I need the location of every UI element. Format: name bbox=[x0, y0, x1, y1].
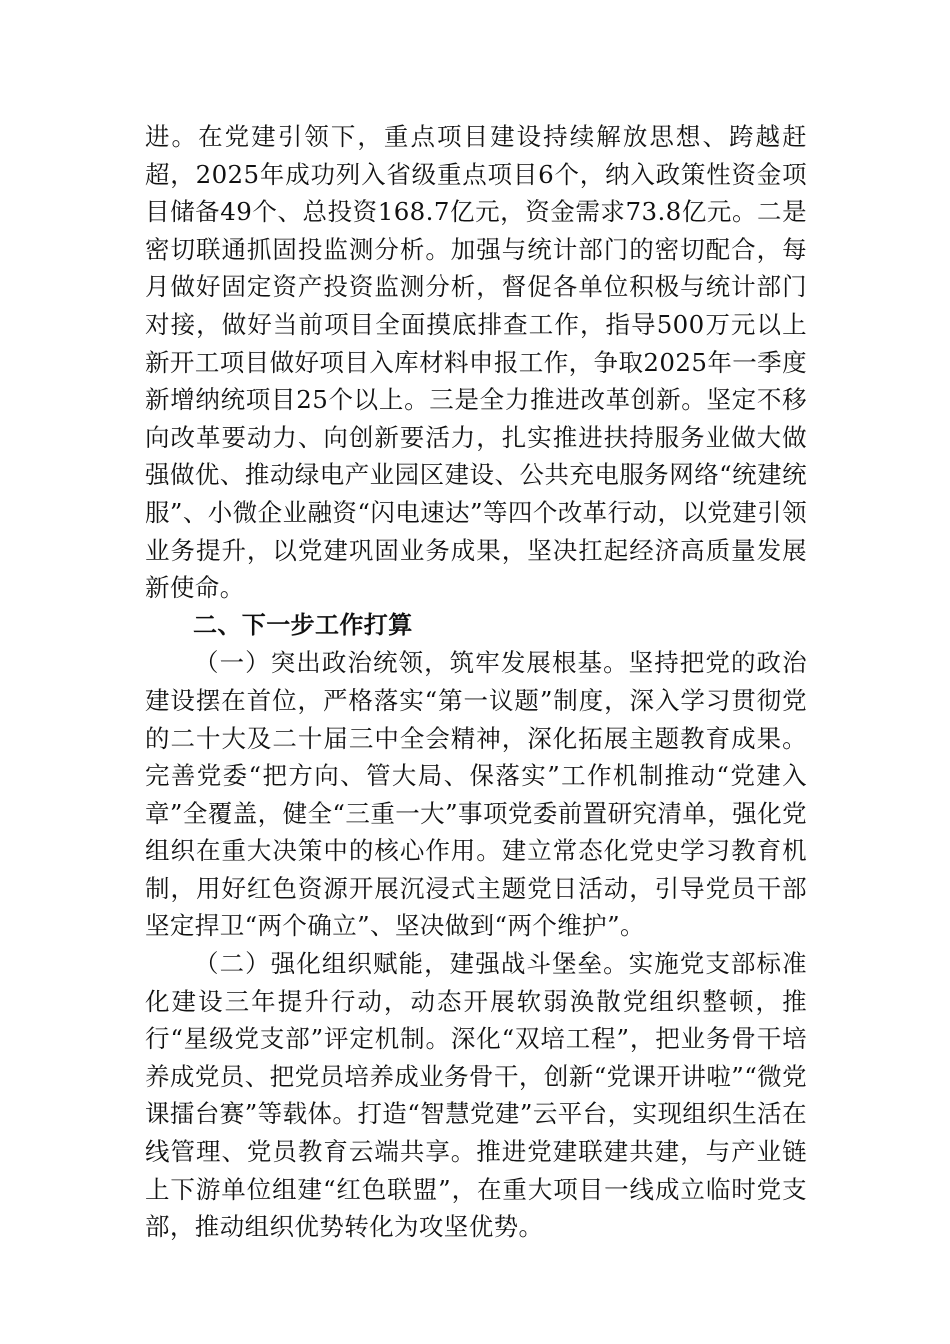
item-2-paragraph bbox=[145, 945, 807, 1246]
document-body bbox=[145, 118, 807, 1246]
item-1-body: 坚持把党的政治建设摆在首位，严格落实“第一议题”制度，深入学习贯彻党的二十大及二十届三中全会精神，深化拓展主题教育成果。完善党委“把方向、管大局、保落实”工作机制推动“党建入章”全覆盖，健全“三重一大”事项党委前置研究清单，强化党组织在重大决策中的核心作用。建立常态化党史学习教育机制，用好红色资源开展沉浸式主题党日活动，引导党员干部坚定捍卫“两个确立”、坚决做到“两个维护”。 bbox=[145, 648, 807, 941]
section-heading: 二、下一步工作打算 bbox=[193, 610, 413, 639]
paragraph-continued: 进。在党建引领下，重点项目建设持续解放思想、跨越赶超，2025年成功列入省级重点项目6个，纳入政策性资金项目储备49个、总投资168.7亿元，资金需求73.8亿元。二是密切联通抓固投监测分析。加强与统计部门的密切配合，每月做好固定资产投资监测分析，督促各单位积极与统计部门对接，做好当前项目全面摸底排查工作，指导500万元以上新开工项目做好项目入库材料申报工作，争取2025年一季度新增纳统项目25个以上。三是全力推进改革创新。坚定不移向改革要动力、向创新要活力，扎实推进扶持服务业做大做强做优、推动绿电产业园区建设、公共充电服务网络“统建统服”、小微企业融资“闪电速达”等四个改革行动，以党建引领业务提升，以党建巩固业务成果，坚决扛起经济高质量发展新使命。 bbox=[145, 122, 807, 603]
item-2-body: 实施党支部标准化建设三年提升行动，动态开展软弱涣散党组织整顿，推行“星级党支部”评定机制。深化“双培工程”，把业务骨干培养成党员、把党员培养成业务骨干，创新“党课开讲啦”“微党课擂台赛”等载体。打造“智慧党建”云平台，实现组织生活在线管理、党员教育云端共享。推进党建联建共建，与产业链上下游单位组建“红色联盟”，在重大项目一线成立临时党支部，推动组织优势转化为攻坚优势。 bbox=[145, 949, 807, 1242]
item-1-paragraph bbox=[145, 644, 807, 945]
item-1-title: （一）突出政治统领，筑牢发展根基。 bbox=[194, 648, 629, 678]
item-2-title: （二）强化组织赋能，建强战斗堡垒。 bbox=[194, 949, 629, 979]
